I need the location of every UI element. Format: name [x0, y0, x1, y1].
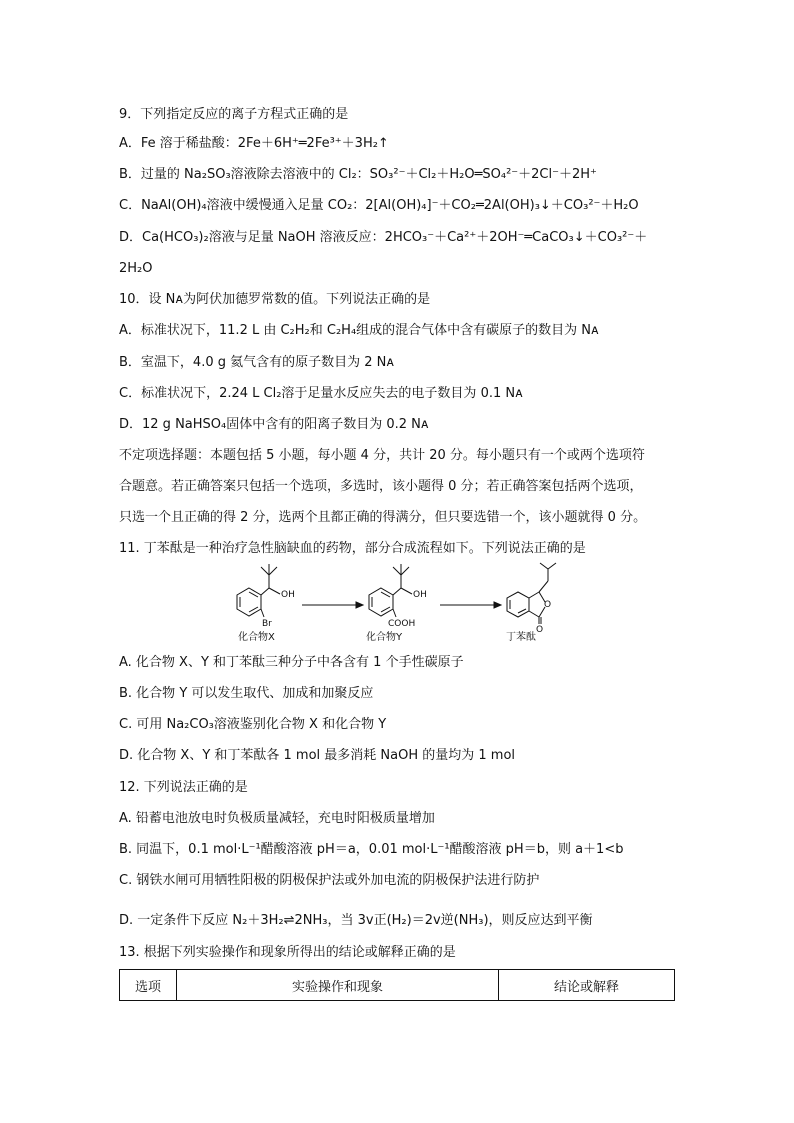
q13-stem: 13. 根据下列实验操作和现象所得出的结论或解释正确的是: [119, 945, 456, 960]
header-option: 选项: [120, 970, 177, 1001]
q12-option-b: B. 同温下，0.1 mol·L⁻¹醋酸溶液 pH＝a，0.01 mol·L⁻¹醋酸溶液 pH＝b，则 a＋1<b: [119, 842, 624, 857]
q12-stem: 12. 下列说法正确的是: [119, 780, 248, 795]
header-procedure: 实验操作和现象: [177, 970, 499, 1001]
q9-option-d-cont: 2H₂O: [119, 261, 153, 276]
compound-y-name: 化合物Y: [366, 632, 403, 643]
q10-option-c: C．标准状况下，2.24 L Cl₂溶于足量水反应失去的电子数目为 0.1 Nᴀ: [119, 386, 523, 401]
q9-option-a: A．Fe 溶于稀盐酸：2Fe＋6H⁺═2Fe³⁺＋3H₂↑: [119, 136, 389, 151]
q11-option-b: B. 化合物 Y 可以发生取代、加成和加聚反应: [119, 686, 374, 701]
q9-option-d: D．Ca(HCO₃)₂溶液与足量 NaOH 溶液反应：2HCO₃⁻＋Ca²⁺＋2OH⁻═CaCO₃↓＋CO₃²⁻＋: [119, 230, 648, 245]
q9-option-b: B．过量的 Na₂SO₃溶液除去溶液中的 Cl₂：SO₃²⁻＋Cl₂＋H₂O═SO₄²⁻＋2Cl⁻＋2H⁺: [119, 167, 597, 182]
q10-option-b: B．室温下，4.0 g 氦气含有的原子数目为 2 Nᴀ: [119, 355, 395, 370]
q10-option-a: A．标准状况下，11.2 L 由 C₂H₂和 C₂H₄组成的混合气体中含有碳原子的数目为 Nᴀ: [119, 323, 599, 338]
q12-option-a: A. 铅蓄电池放电时负极质量减轻，充电时阳极质量增加: [119, 811, 435, 826]
table-header-row: [120, 970, 675, 1001]
y-cooh-label: COOH: [388, 619, 416, 629]
q13-table: [119, 969, 675, 1001]
z-carbonyl-o-label: O: [536, 625, 544, 635]
instructions-line-1: 不定项选择题：本题包括 5 小题，每小题 4 分，共计 20 分。每小题只有一个或两个选项符: [119, 448, 645, 463]
q10-option-d: D．12 g NaHSO₄固体中含有的阳离子数目为 0.2 Nᴀ: [119, 417, 429, 432]
butylphthalide-name: 丁苯酞: [506, 632, 536, 643]
synthesis-scheme: [222, 560, 582, 645]
q12-option-c: C. 钢铁水闸可用牺牲阳极的阴极保护法或外加电流的阴极保护法进行防护: [119, 873, 540, 888]
q9-stem: 9．下列指定反应的离子方程式正确的是: [119, 107, 349, 122]
q11-option-a: A. 化合物 X、Y 和丁苯酞三种分子中各含有 1 个手性碳原子: [119, 655, 464, 670]
q9-option-c: C．NaAl(OH)₄溶液中缓慢通入足量 CO₂：2[Al(OH)₄]⁻＋CO₂═2Al(OH)₃↓＋CO₃²⁻＋H₂O: [119, 198, 639, 213]
x-br-label: Br: [262, 619, 272, 629]
header-conclusion: 结论或解释: [499, 970, 675, 1001]
q10-stem: 10．设 Nᴀ为阿伏加德罗常数的值。下列说法正确的是: [119, 292, 431, 307]
z-ring-o-label: O: [544, 600, 552, 610]
instructions-line-3: 只选一个且正确的得 2 分，选两个且都正确的得满分，但只要选错一个，该小题就得 0 分。: [119, 510, 647, 525]
y-oh-label: OH: [413, 590, 427, 600]
instructions-line-2: 合题意。若正确答案只包括一个选项，多选时，该小题得 0 分；若正确答案包括两个选项，: [119, 479, 643, 494]
q11-option-c: C. 可用 Na₂CO₃溶液鉴别化合物 X 和化合物 Y: [119, 717, 387, 732]
x-oh-label: OH: [281, 590, 295, 600]
q11-option-d: D. 化合物 X、Y 和丁苯酞各 1 mol 最多消耗 NaOH 的量均为 1 mol: [119, 748, 516, 763]
compound-x-name: 化合物X: [238, 632, 275, 643]
q12-option-d: D. 一定条件下反应 N₂＋3H₂⇌2NH₃，当 3v正(H₂)＝2v逆(NH₃)，则反应达到平衡: [119, 913, 593, 928]
q11-stem: 11. 丁苯酞是一种治疗急性脑缺血的药物，部分合成流程如下。下列说法正确的是: [119, 541, 586, 556]
